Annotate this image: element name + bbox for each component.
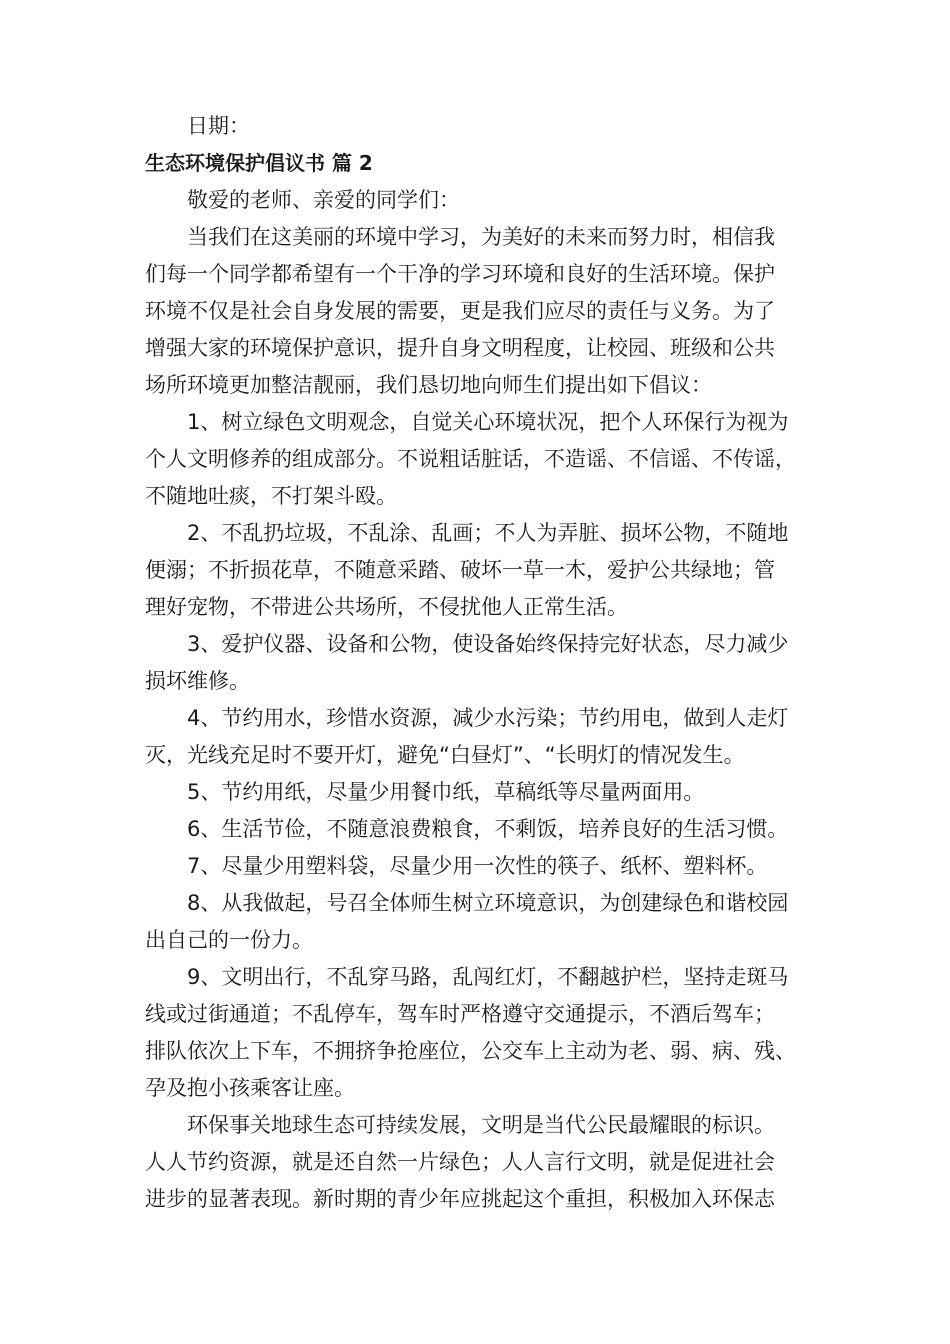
text-line: 4、节约用水，珍惜水资源，减少水污染；节约用电，做到人走灯: [187, 706, 789, 730]
text-line: 2、不乱扔垃圾，不乱涂、乱画；不人为弄脏、损坏公物，不随地: [187, 521, 789, 545]
text-line: 3、爱护仪器、设备和公物，使设备始终保持完好状态，尽力减少: [187, 632, 789, 656]
text-line: 当我们在这美丽的环境中学习，为美好的未来而努力时，相信我: [187, 225, 775, 249]
document-page: [145, 108, 825, 1218]
text-line: 出自己的一份力。: [145, 928, 313, 952]
text-line: 6、生活节俭，不随意浪费粮食，不剩饭，培养良好的生活习惯。: [187, 817, 789, 841]
text-line: 5、节约用纸，尽量少用餐巾纸，草稿纸等尽量两面用。: [187, 780, 705, 804]
text-line: 环保事关地球生态可持续发展，文明是当代公民最耀眼的标识。: [187, 1113, 775, 1137]
text-line: 孕及抱小孩乘客让座。: [145, 1076, 355, 1100]
text-line: 损坏维修。: [145, 669, 250, 693]
text-line: 增强大家的环境保护意识，提升自身文明程度，让校园、班级和公共: [145, 336, 775, 360]
text-line: 场所环境更加整洁靓丽，我们恳切地向师生们提出如下倡议：: [145, 373, 712, 397]
text-line: 7、尽量少用塑料袋，尽量少用一次性的筷子、纸杯、塑料杯。: [187, 854, 768, 878]
text-line: 1、树立绿色文明观念，自觉关心环境状况，把个人环保行为视为: [187, 410, 789, 434]
greeting: 敬爱的老师、亲爱的同学们：: [187, 188, 460, 212]
text-line: 环境不仅是社会自身发展的需要，更是我们应尽的责任与义务。为了: [145, 299, 775, 323]
text-line: 便溺；不折损花草，不随意采踏、破坏一草一木，爱护公共绿地；管: [145, 558, 775, 582]
text-line: 不随地吐痰，不打架斗殴。: [145, 484, 397, 508]
text-line: 9、文明出行，不乱穿马路，乱闯红灯，不翻越护栏，坚持走斑马: [187, 965, 789, 989]
text-line: 线或过街通道；不乱停车，驾车时严格遵守交通提示，不酒后驾车；: [145, 1002, 775, 1026]
text-line: 8、从我做起，号召全体师生树立环境意识，为创建绿色和谐校园: [187, 891, 789, 915]
text-line: 灭，光线充足时不要开灯，避免“白昼灯”、“长明灯的情况发生。: [145, 743, 745, 767]
text-line: 进步的显著表现。新时期的青少年应挑起这个重担，积极加入环保志: [145, 1187, 775, 1211]
text-line: 理好宠物，不带进公共场所，不侵扰他人正常生活。: [145, 595, 628, 619]
section-title: 生态环境保护倡议书 篇 2: [145, 151, 373, 175]
document-body: [145, 219, 825, 1218]
text-line: 排队依次上下车，不拥挤争抢座位，公交车上主动为老、弱、病、残、: [145, 1039, 796, 1063]
text-line: 人人节约资源，就是还自然一片绿色；人人言行文明，就是促进社会: [145, 1150, 775, 1174]
text-line: 个人文明修养的组成部分。不说粗话脏话，不造谣、不信谣、不传谣，: [145, 447, 796, 471]
text-line: 们每一个同学都希望有一个干净的学习环境和良好的生活环境。保护: [145, 262, 775, 286]
date-label: 日期：: [187, 114, 250, 138]
